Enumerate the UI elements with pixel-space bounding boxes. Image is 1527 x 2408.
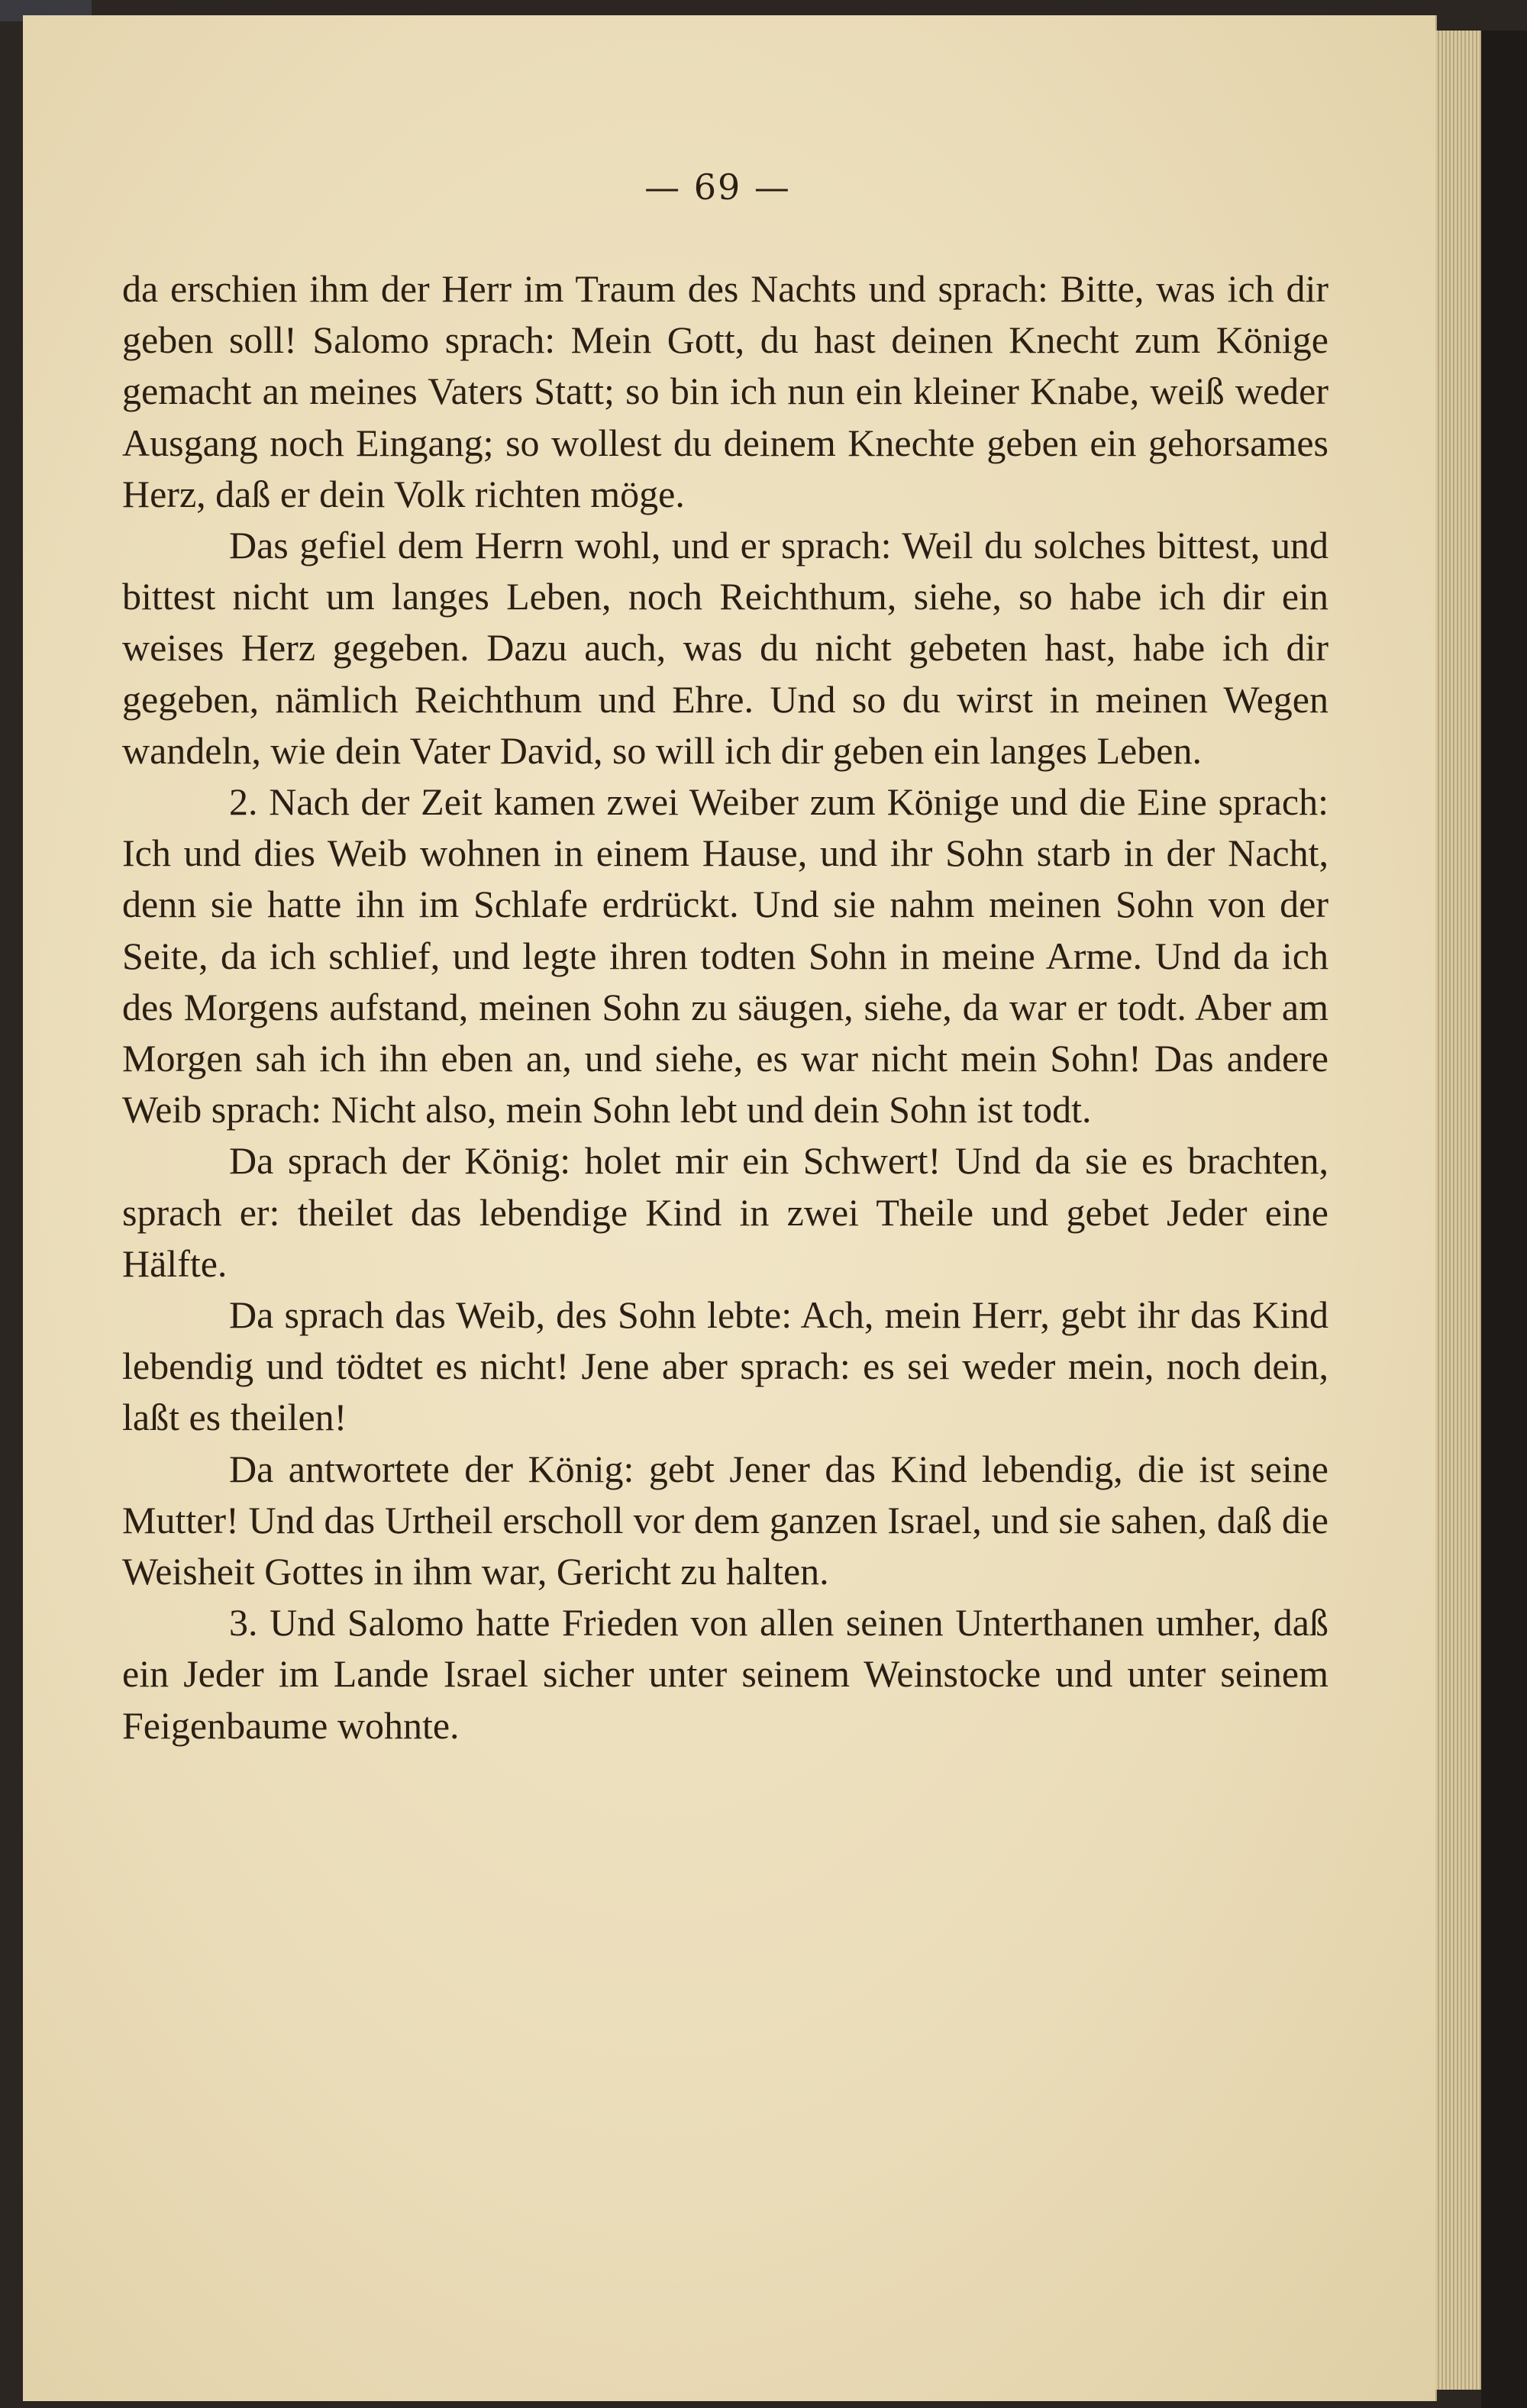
paragraph-7: 3. Und Salomo hatte Frieden von allen seinen Unterthanen umher, daß ein Jeder im Lande Israel sicher unter seinem Weinstocke und unter seinem Feigenbaume wohnte. xyxy=(122,1601,1328,1747)
paragraph-1: da erschien ihm der Herr im Traum des Nachts und sprach: Bitte, was ich dir geben soll! Salomo sprach: Mein Gott, du hast deinen Knecht zum Könige gemacht an meines Vaters Statt; so bin ich nun ein kleiner Knabe, weiß weder Ausgang noch Eingang; so wollest du deinem Knechte geben ein gehorsames Herz, daß er dein Volk richten möge. xyxy=(122,267,1328,515)
paragraph-3: 2. Nach der Zeit kamen zwei Weiber zum Könige und die Eine sprach: Ich und dies Weib wohnen in einem Hause, und ihr Sohn starb in der Nacht, denn sie hatte ihn im Schlafe erdrückt. Und sie nahm meinen Sohn von der Seite, da ich schlief, und legte ihren todten Sohn in meine Arme. Und da ich des Morgens aufstand, meinen Sohn zu säugen, siehe, da war er todt. Aber am Morgen sah ich ihn eben an, und siehe, es war nicht mein Sohn! Das andere Weib sprach: Nicht also, mein Sohn lebt und dein Sohn ist todt. xyxy=(122,780,1328,1131)
paragraph-2: Das gefiel dem Herrn wohl, und er sprach: Weil du solches bittest, und bittest nicht um langes Leben, noch Reichthum, siehe, so habe ich dir ein weises Herz gegeben. Dazu auch, was du nicht gebeten hast, habe ich dir gegeben, nämlich Reichthum und Ehre. Und so du wirst in meinen Wegen wandeln, wie dein Vater David, so will ich dir geben ein langes Leben. xyxy=(122,524,1328,772)
body-text xyxy=(122,263,1328,1751)
paragraph-6: Da antwortete der König: gebt Jener das Kind lebendig, die ist seine Mutter! Und das Urtheil erscholl vor dem ganzen Israel, und sie sahen, daß die Weisheit Gottes in ihm war, Gericht zu halten. xyxy=(122,1447,1328,1593)
page-number: — 69 — xyxy=(644,166,791,208)
paragraph-5: Da sprach das Weib, des Sohn lebte: Ach, mein Herr, gebt ihr das Kind lebendig und tödtet es nicht! Jene aber sprach: es sei weder mein, noch dein, laßt es theilen! xyxy=(122,1293,1328,1439)
paragraph-4: Da sprach der König: holet mir ein Schwert! Und da sie es brachten, sprach er: theilet das lebendige Kind in zwei Theile und gebet Jeder eine Hälfte. xyxy=(122,1139,1328,1285)
page-fore-edge xyxy=(1435,31,1481,2390)
book-spine-shadow xyxy=(1481,31,1527,2408)
